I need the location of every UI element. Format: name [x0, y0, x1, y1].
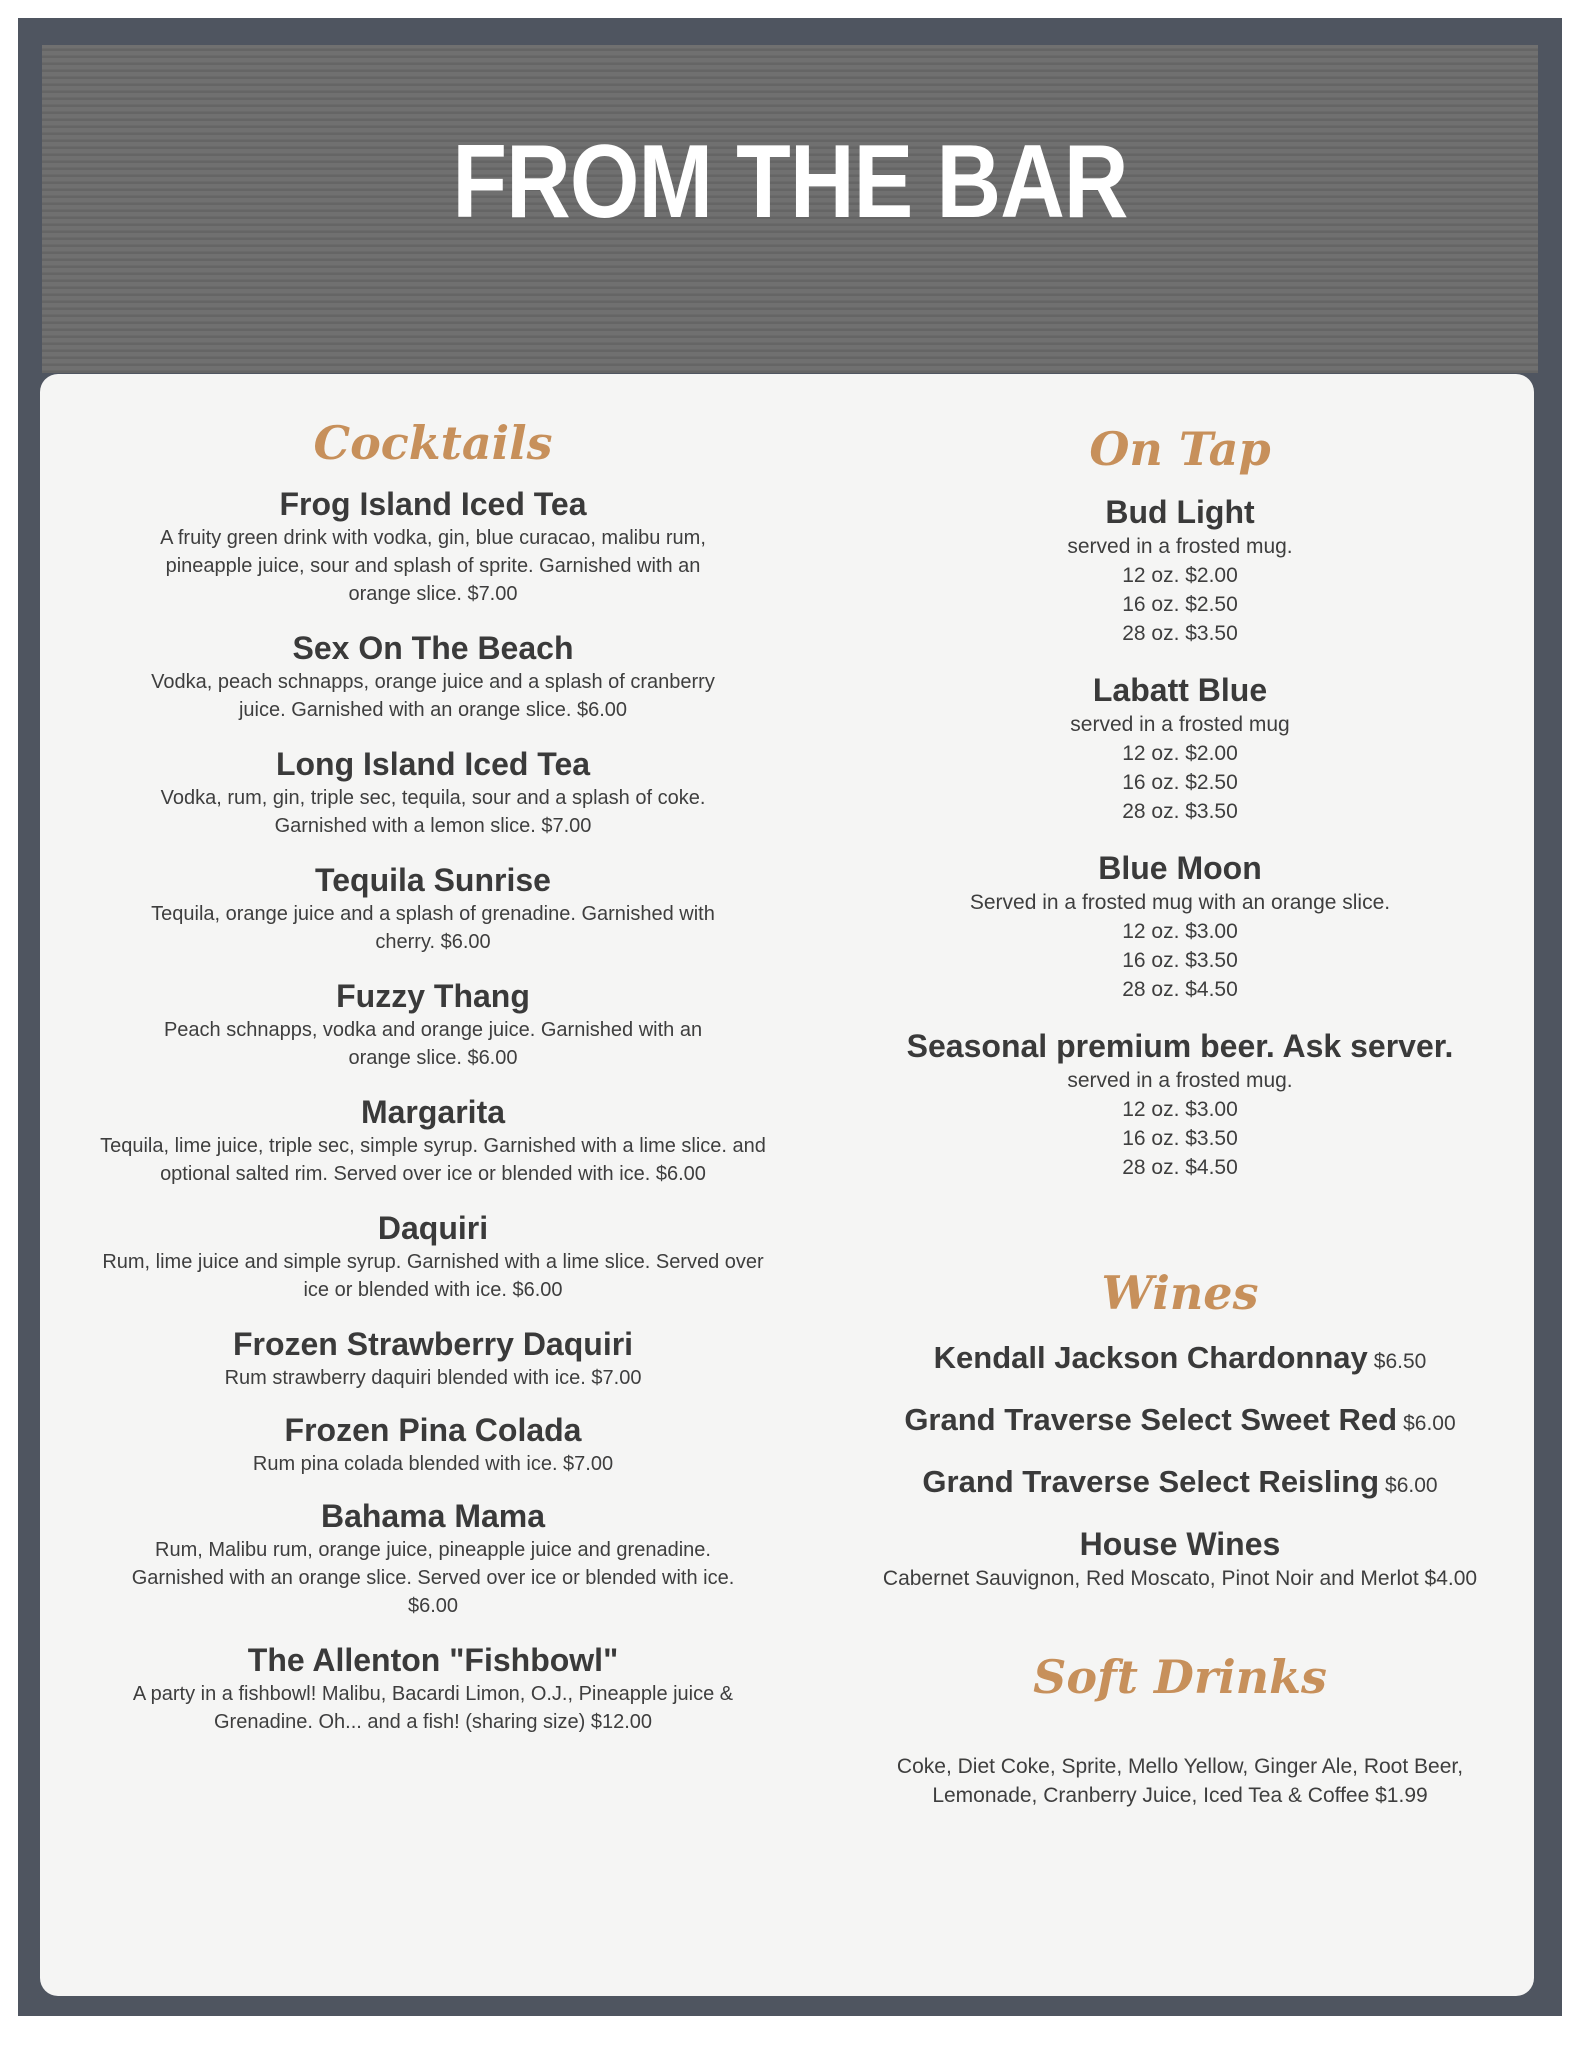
item-description: Rum pina colada blended with ice. $7.00	[252, 1453, 614, 1475]
menu-item	[40, 860, 826, 956]
item-line: 16 oz. $3.50	[1122, 949, 1238, 972]
menu-item	[40, 976, 826, 1072]
wine-item	[826, 1402, 1534, 1438]
item-line: served in a frosted mug	[1070, 713, 1290, 736]
item-line: 12 oz. $3.00	[1122, 1098, 1238, 1121]
menu-item	[40, 484, 826, 608]
on-tap-heading: On Tap	[1089, 422, 1271, 476]
item-name: Frozen Pina Colada	[284, 1412, 582, 1448]
menu-panel	[40, 374, 1534, 1996]
item-description: Vodka, rum, gin, triple sec, tequila, sour and a splash of coke. Garnished with a lemon slice. $7.00	[160, 787, 706, 837]
item-line: 12 oz. $3.00	[1122, 920, 1238, 943]
menu-item	[40, 1092, 826, 1188]
tap-item	[826, 492, 1534, 648]
item-line: 16 oz. $3.50	[1122, 1127, 1238, 1150]
item-name: Labatt Blue	[1092, 672, 1268, 708]
wines-heading: Wines	[1101, 1266, 1259, 1320]
soft-drinks-heading: Soft Drinks	[1033, 1650, 1327, 1704]
item-line: 12 oz. $2.00	[1122, 564, 1238, 587]
wine-item	[826, 1340, 1534, 1376]
item-line: 28 oz. $3.50	[1122, 622, 1238, 645]
menu-item	[40, 1324, 826, 1392]
item-name: Fuzzy Thang	[336, 978, 530, 1014]
item-description: A fruity green drink with vodka, gin, blue curacao, malibu rum, pineapple juice, sour and splash of sprite. Garnished with an orange slice. $7.00	[160, 527, 706, 605]
item-description: Tequila, lime juice, triple sec, simple syrup. Garnished with a lime slice. and optional salted rim. Served over ice or blended with ice. $6.00	[100, 1135, 766, 1185]
wine-price: $6.00	[1385, 1474, 1438, 1497]
tap-item	[826, 670, 1534, 826]
item-description: A party in a fishbowl! Malibu, Bacardi Limon, O.J., Pineapple juice & Grenadine. Oh... and a fish! (sharing size) $12.00	[132, 1683, 734, 1733]
item-name: Frog Island Iced Tea	[279, 486, 587, 522]
item-line: 28 oz. $4.50	[1122, 1156, 1238, 1179]
house-wines-item	[826, 1524, 1534, 1593]
wine-price: $6.00	[1403, 1412, 1456, 1435]
wine-price: $6.50	[1373, 1350, 1427, 1373]
item-name: Sex On The Beach	[292, 630, 574, 666]
wine-name: Grand Traverse Select Sweet Red	[904, 1402, 1398, 1437]
menu-frame	[18, 18, 1562, 2016]
menu-item	[40, 628, 826, 724]
item-line: 28 oz. $3.50	[1122, 800, 1238, 823]
soft-drinks-list: Coke, Diet Coke, Sprite, Mello Yellow, Ginger Ale, Root Beer, Lemonade, Cranberry Juice, Iced Tea & Coffee $1.99	[896, 1755, 1464, 1807]
item-name: Tequila Sunrise	[315, 862, 551, 898]
item-name: Margarita	[360, 1094, 506, 1130]
wine-name: Kendall Jackson Chardonnay	[933, 1340, 1368, 1375]
item-description: Rum, lime juice and simple syrup. Garnished with a lime slice. Served over ice or blended with ice. $6.00	[102, 1251, 764, 1301]
item-name: Seasonal premium beer. Ask server.	[906, 1028, 1454, 1064]
item-description: Vodka, peach schnapps, orange juice and a splash of cranberry juice. Garnished with an orange slice. $6.00	[151, 671, 715, 721]
item-line: 16 oz. $2.50	[1122, 593, 1238, 616]
wine-item	[826, 1464, 1534, 1500]
item-line: 16 oz. $2.50	[1122, 771, 1238, 794]
header-banner	[42, 45, 1538, 373]
item-description: Rum strawberry daquiri blended with ice. $7.00	[224, 1367, 642, 1389]
menu-item	[40, 744, 826, 840]
menu-item	[40, 1496, 826, 1620]
menu-item	[40, 1410, 826, 1478]
item-line: 28 oz. $4.50	[1122, 978, 1238, 1001]
item-name: Bahama Mama	[320, 1498, 546, 1534]
item-name: House Wines	[1079, 1526, 1281, 1562]
page-title: FROM THE BAR	[452, 124, 1128, 240]
item-name: Bud Light	[1105, 494, 1255, 530]
item-name: Daquiri	[377, 1210, 489, 1246]
item-name: Frozen Strawberry Daquiri	[232, 1326, 634, 1362]
item-description: Cabernet Sauvignon, Red Moscato, Pinot Noir and Merlot $4.00	[882, 1567, 1478, 1590]
item-description: Peach schnapps, vodka and orange juice. Garnished with an orange slice. $6.00	[163, 1019, 703, 1069]
tap-item	[826, 1026, 1534, 1182]
item-line: served in a frosted mug.	[1067, 1069, 1293, 1092]
menu-item	[40, 1640, 826, 1736]
tap-item	[826, 848, 1534, 1004]
wine-name: Grand Traverse Select Reisling	[922, 1464, 1380, 1499]
item-name: The Allenton "Fishbowl"	[247, 1642, 619, 1678]
item-line: Served in a frosted mug with an orange slice.	[969, 891, 1391, 914]
item-description: Rum, Malibu rum, orange juice, pineapple juice and grenadine. Garnished with an orange slice. Served over ice or blended with ice. $6.00	[131, 1539, 735, 1617]
cocktails-heading: Cocktails	[313, 416, 553, 470]
item-line: served in a frosted mug.	[1067, 535, 1293, 558]
item-name: Long Island Iced Tea	[275, 746, 591, 782]
item-line: 12 oz. $2.00	[1122, 742, 1238, 765]
item-description: Tequila, orange juice and a splash of grenadine. Garnished with cherry. $6.00	[151, 903, 715, 953]
menu-item	[40, 1208, 826, 1304]
item-name: Blue Moon	[1098, 850, 1262, 886]
